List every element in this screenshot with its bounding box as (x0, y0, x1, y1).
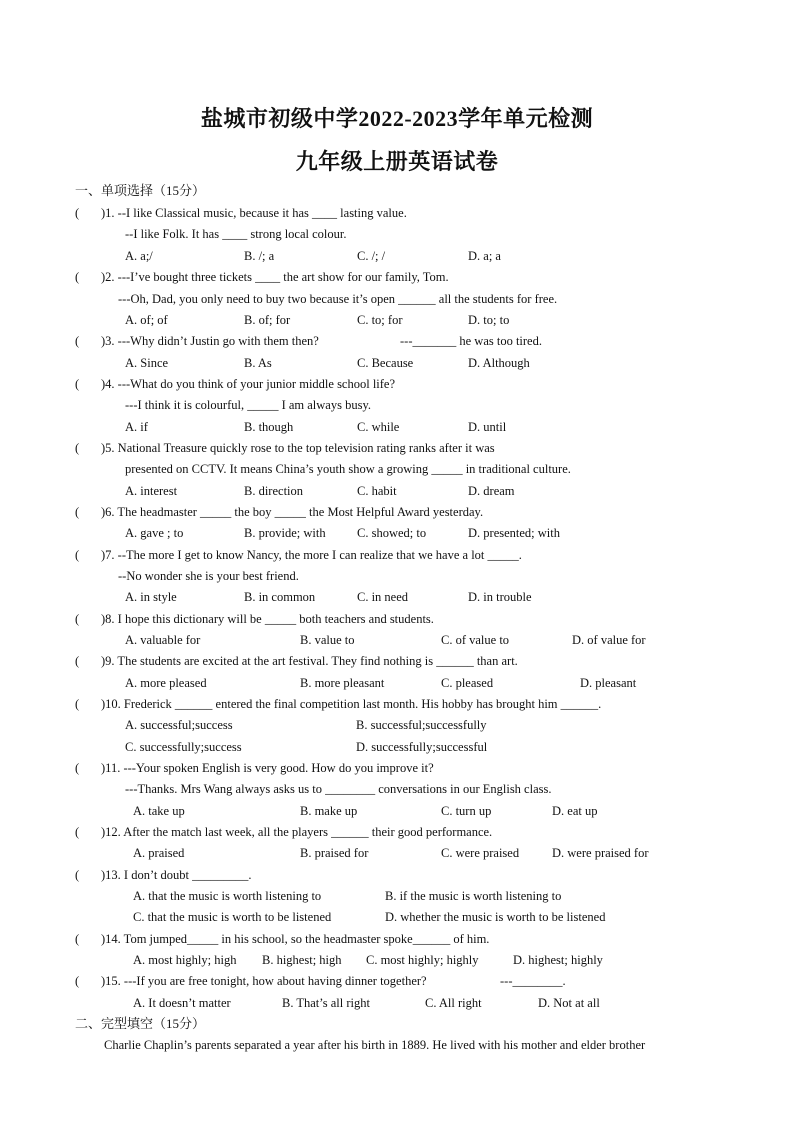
question-9-option-d: D. pleasant (580, 676, 637, 690)
question-9-stem: )9. The students are excited at the art festival. They find nothing is ______ than art. (101, 654, 518, 668)
question-8-option-c: C. of value to (441, 633, 510, 647)
question-4-option-b: B. though (244, 420, 294, 434)
answer-bracket: ( (75, 505, 80, 519)
question-7-stem-line2: --No wonder she is your best friend. (118, 569, 299, 583)
question-2-option-d: D. to; to (468, 313, 510, 327)
answer-bracket: ( (75, 441, 80, 455)
question-4-option-d: D. until (468, 420, 507, 434)
question-14-option-b: B. highest; high (262, 953, 342, 967)
question-3-option-b: B. As (244, 356, 272, 370)
question-3-option-c: C. Because (357, 356, 414, 370)
question-14-option-d: D. highest; highly (513, 953, 603, 967)
question-2-option-b: B. of; for (244, 313, 291, 327)
question-7-option-a: A. in style (125, 590, 177, 604)
question-14-stem: )14. Tom jumped_____ in his school, so the headmaster spoke______ of him. (101, 932, 490, 946)
question-12-option-a: A. praised (133, 846, 185, 860)
question-8-option-a: A. valuable for (125, 633, 201, 647)
question-1-stem: )1. --I like Classical music, because it has ____ lasting value. (101, 206, 407, 220)
question-15-option-c: C. All right (425, 996, 482, 1010)
question-2-option-c: C. to; for (357, 313, 403, 327)
question-6-option-d: D. presented; with (468, 526, 560, 540)
question-6-option-b: B. provide; with (244, 526, 326, 540)
question-15-reply: ---________. (500, 974, 566, 988)
question-12-stem: )12. After the match last week, all the players ______ their good performance. (101, 825, 493, 839)
question-8-stem: )8. I hope this dictionary will be _____ both teachers and students. (101, 612, 434, 626)
question-2-stem-line2: ---Oh, Dad, you only need to buy two because it’s open ______ all the students for free. (118, 292, 558, 306)
question-4-stem-line2: ---I think it is colourful, _____ I am always busy. (125, 398, 372, 412)
question-13-option-b: B. if the music is worth listening to (385, 889, 562, 903)
answer-bracket: ( (75, 932, 80, 946)
cloze-passage-first-line: Charlie Chaplin’s parents separated a year after his birth in 1889. He lived with his mother and elder brother (104, 1038, 646, 1052)
question-1-option-c: C. /; / (357, 249, 386, 263)
question-1-stem-line2: --I like Folk. It has ____ strong local colour. (125, 227, 347, 241)
question-4-stem: )4. ---What do you think of your junior middle school life? (101, 377, 396, 391)
answer-bracket: ( (75, 206, 80, 220)
question-6-stem: )6. The headmaster _____ the boy _____ the Most Helpful Award yesterday. (101, 505, 484, 519)
question-11-option-a: A. take up (133, 804, 185, 818)
question-6-option-a: A. gave ; to (125, 526, 184, 540)
question-15-option-a: A. It doesn’t matter (133, 996, 231, 1010)
question-2-stem: )2. ---I’ve bought three tickets ____ the art show for our family, Tom. (101, 270, 449, 284)
question-7-option-d: D. in trouble (468, 590, 532, 604)
answer-bracket: ( (75, 868, 80, 882)
question-6-option-c: C. showed; to (357, 526, 427, 540)
question-3-stem: )3. ---Why didn’t Justin go with them then? (101, 334, 319, 348)
question-15-option-b: B. That’s all right (282, 996, 370, 1010)
question-4-option-a: A. if (125, 420, 148, 434)
question-1-option-a: A. a;/ (125, 249, 153, 263)
answer-bracket: ( (75, 548, 80, 562)
question-10-stem: )10. Frederick ______ entered the final competition last month. His hobby has brought him ______. (101, 697, 602, 711)
question-7-option-c: C. in need (357, 590, 409, 604)
question-8-option-d: D. of value for (572, 633, 646, 647)
exam-title-line2: 九年级上册英语试卷 (295, 149, 499, 174)
answer-bracket: ( (75, 377, 80, 391)
question-10-option-a: A. successful;success (125, 718, 233, 732)
question-13-option-c: C. that the music is worth to be listened (133, 910, 332, 924)
question-1-option-b: B. /; a (244, 249, 275, 263)
answer-bracket: ( (75, 270, 80, 284)
answer-bracket: ( (75, 654, 80, 668)
question-15-stem: )15. ---If you are free tonight, how about having dinner together? (101, 974, 427, 988)
question-11-option-c: C. turn up (441, 804, 492, 818)
section-heading-cloze: 二、完型填空（15分） (75, 1016, 206, 1031)
question-5-stem-line2: presented on CCTV. It means China’s youth show a growing _____ in traditional culture. (125, 462, 571, 476)
question-1-option-d: D. a; a (468, 249, 501, 263)
section-heading-multiple-choice: 一、单项选择（15分） (75, 183, 206, 198)
question-7-stem: )7. --The more I get to know Nancy, the more I can realize that we have a lot _____. (101, 548, 522, 562)
question-14-option-c: C. most highly; highly (366, 953, 479, 967)
question-10-option-d: D. successfully;successful (356, 740, 488, 754)
question-12-option-c: C. were praised (441, 846, 520, 860)
question-9-option-c: C. pleased (441, 676, 494, 690)
question-14-option-a: A. most highly; high (133, 953, 237, 967)
question-11-stem: )11. ---Your spoken English is very good. How do you improve it? (101, 761, 434, 775)
question-4-option-c: C. while (357, 420, 400, 434)
question-10-option-b: B. successful;successfully (356, 718, 487, 732)
answer-bracket: ( (75, 761, 80, 775)
question-2-option-a: A. of; of (125, 313, 168, 327)
question-11-stem-line2: ---Thanks. Mrs Wang always asks us to ________ conversations in our English class. (125, 782, 552, 796)
question-9-option-b: B. more pleasant (300, 676, 385, 690)
question-9-option-a: A. more pleased (125, 676, 207, 690)
question-5-option-a: A. interest (125, 484, 178, 498)
answer-bracket: ( (75, 612, 80, 626)
question-12-option-d: D. were praised for (552, 846, 649, 860)
question-13-stem: )13. I don’t doubt _________. (101, 868, 252, 882)
question-5-stem: )5. National Treasure quickly rose to the top television rating ranks after it was (101, 441, 495, 455)
question-13-option-a: A. that the music is worth listening to (133, 889, 322, 903)
question-11-option-d: D. eat up (552, 804, 598, 818)
question-8-option-b: B. value to (300, 633, 355, 647)
answer-bracket: ( (75, 825, 80, 839)
question-7-option-b: B. in common (244, 590, 316, 604)
question-10-option-c: C. successfully;success (125, 740, 242, 754)
question-11-option-b: B. make up (300, 804, 358, 818)
question-13-option-d: D. whether the music is worth to be listened (385, 910, 606, 924)
question-12-option-b: B. praised for (300, 846, 369, 860)
answer-bracket: ( (75, 974, 80, 988)
question-5-option-d: D. dream (468, 484, 515, 498)
question-3-option-d: D. Although (468, 356, 530, 370)
question-3-option-a: A. Since (125, 356, 169, 370)
question-5-option-b: B. direction (244, 484, 304, 498)
question-5-option-c: C. habit (357, 484, 397, 498)
answer-bracket: ( (75, 697, 80, 711)
exam-title-line1: 盐城市初级中学2022-2023学年单元检测 (200, 106, 594, 131)
question-15-option-d: D. Not at all (538, 996, 600, 1010)
answer-bracket: ( (75, 334, 80, 348)
question-3-reply: ---_______ he was too tired. (400, 334, 542, 348)
